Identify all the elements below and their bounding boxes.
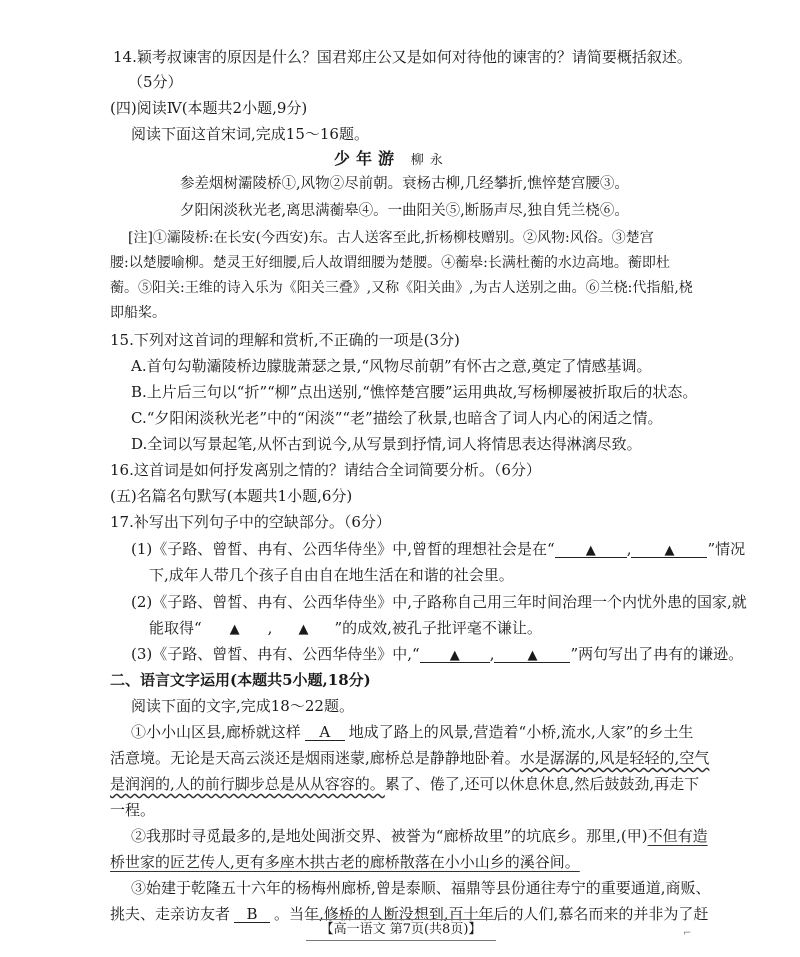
passage-p1-line-3: 是润润的,人的前行脚步总是从从容容的。累了、倦了,还可以休息休息,然后鼓鼓劲,再走下 bbox=[110, 775, 700, 793]
section-4-intro: 阅读下面这首宋词,完成15～16题。 bbox=[131, 125, 369, 143]
blank-a[interactable]: A bbox=[305, 724, 345, 741]
underlined-text: 不但有造 bbox=[647, 827, 708, 845]
passage-p1-line-4: 一程。 bbox=[110, 801, 156, 819]
answer-blank[interactable]: ▲ bbox=[298, 622, 309, 637]
answer-blank[interactable]: ▲ bbox=[555, 541, 627, 558]
note-line-3: 蘅。⑤阳关:王维的诗入乐为《阳关三叠》,又称《阳关曲》,为古人送别之曲。⑥兰桡:代指船,桡 bbox=[110, 280, 693, 296]
note-line-2: 腰:以楚腰喻柳。楚灵王好细腰,后人故谓细腰为楚腰。④蘅皋:长满杜蘅的水边高地。蘅即杜 bbox=[110, 255, 670, 271]
note-line-4: 即船桨。 bbox=[110, 305, 166, 321]
section-4-heading: (四)阅读Ⅳ(本题共2小题,9分) bbox=[110, 99, 308, 117]
question-14: 14.颖考叔谏害的原因是什么？国君郑庄公又是如何对待他的谏害的？请简要概括叙述。 bbox=[113, 48, 692, 66]
wavy-underlined-text: 水是潺潺的,风是轻轻的,空气 bbox=[519, 749, 710, 767]
answer-blank[interactable]: ▲ bbox=[229, 622, 240, 637]
poem-author: 柳永 bbox=[410, 153, 449, 168]
note-line-1: [注]①灞陵桥:在长安(今西安)东。古人送客至此,折杨柳枝赠别。②风物:风俗。③楚宫 bbox=[128, 230, 654, 246]
part-2-intro: 阅读下面的文字,完成18～22题。 bbox=[131, 697, 354, 715]
passage-p3-line-1: ③始建于乾隆五十六年的杨梅州廊桥,曾是泰顺、福鼎等县份通往寿宁的重要通道,商贩、 bbox=[131, 879, 711, 897]
q17-item-2-cont: 能取得“ ▲ , ▲ ”的成效,被孔子批评毫不谦让。 bbox=[149, 619, 542, 637]
section-5-heading: (五)名篇名句默写(本题共1小题,6分) bbox=[110, 487, 353, 505]
answer-blank[interactable]: ▲ bbox=[631, 541, 707, 558]
passage-p1-line-1: ①小小山区县,廊桥就这样 A 地成了路上的风景,营造着“小桥,流水,人家”的乡土生 bbox=[131, 723, 694, 741]
scan-mark: ⌐ bbox=[683, 928, 692, 939]
poem-heading bbox=[334, 149, 449, 171]
option-c: C.“夕阳闲淡秋光老”中的“闲淡”“老”描绘了秋景,也暗含了词人内心的闲适之情。 bbox=[131, 409, 663, 427]
answer-blank[interactable]: ▲ bbox=[494, 646, 570, 663]
passage-p2-line-1: ②我那时寻觅最多的,是地处闽浙交界、被誉为“廊桥故里”的坑底乡。那里,(甲)不但有造 bbox=[131, 827, 708, 845]
option-d: D.全词以写景起笔,从怀古到说今,从写景到抒情,词人将情思表达得淋漓尽致。 bbox=[131, 435, 642, 453]
option-a: A.首句勾勒灞陵桥边朦胧萧瑟之景,“风物尽前朝”有怀古之意,奠定了情感基调。 bbox=[131, 357, 652, 375]
underlined-text: 桥世家的匠艺传人,更有多座木拱古老的廊桥散落在小小山乡的溪谷间。 bbox=[110, 853, 580, 871]
q17-item-1: (1)《子路、曾皙、冉有、公西华侍坐》中,曾皙的理想社会是在“ ▲ , ▲ ”情况 bbox=[131, 540, 746, 558]
question-17: 17.补写出下列句子中的空缺部分。（6分） bbox=[110, 513, 391, 531]
poem-title: 少年游 bbox=[334, 149, 401, 168]
q17-item-3: (3)《子路、曾皙、冉有、公西华侍坐》中,“ ▲ , ▲ ”两句写出了冉有的谦逊。 bbox=[131, 645, 744, 663]
poem-line-1: 参差烟树灞陵桥①,风物②尽前朝。衰杨古柳,几经攀折,憔悴楚宫腰③。 bbox=[180, 176, 629, 192]
q17-item-1-cont: 下,成年人带几个孩子自由自在地生活在和谐的社会里。 bbox=[149, 566, 514, 584]
poem-line-2: 夕阳闲淡秋光老,离思满蘅皋④。一曲阳关⑤,断肠声尽,独自凭兰桡⑥。 bbox=[180, 203, 629, 219]
page-footer: 【高一语文 第7页(共8页)】 bbox=[306, 919, 496, 941]
part-2-heading: 二、语言文字运用(本题共5小题,18分) bbox=[110, 671, 371, 689]
question-14-score: （5分） bbox=[128, 73, 183, 91]
passage-p1-line-2: 活意境。无论是天高云淡还是烟雨迷蒙,廊桥总是静静地卧着。水是潺潺的,风是轻轻的,空气 bbox=[110, 749, 710, 767]
option-b: B.上片后三句以“折”“柳”点出送别,“憔悴楚宫腰”运用典故,写杨柳屡被折取后的状态。 bbox=[131, 383, 698, 401]
passage-p3-line-2: 挑夫、走亲访友者 B 。当年,修桥的人断没想到,百十年后的人们,慕名而来的并非为了赶 bbox=[110, 905, 709, 923]
answer-blank[interactable]: ▲ bbox=[420, 646, 490, 663]
blank-b[interactable]: B bbox=[234, 906, 270, 923]
q17-item-2: (2)《子路、曾皙、冉有、公西华侍坐》中,子路称自己用三年时间治理一个内忧外患的国家,就 bbox=[131, 593, 747, 611]
question-15: 15.下列对这首词的理解和赏析,不正确的一项是(3分) bbox=[110, 331, 460, 349]
passage-p2-line-2 bbox=[110, 852, 580, 872]
question-16: 16.这首词是如何抒发离别之情的？请结合全词简要分析。（6分） bbox=[110, 461, 541, 479]
wavy-underlined-text: 是润润的,人的前行脚步总是从从容容的。 bbox=[110, 775, 385, 793]
